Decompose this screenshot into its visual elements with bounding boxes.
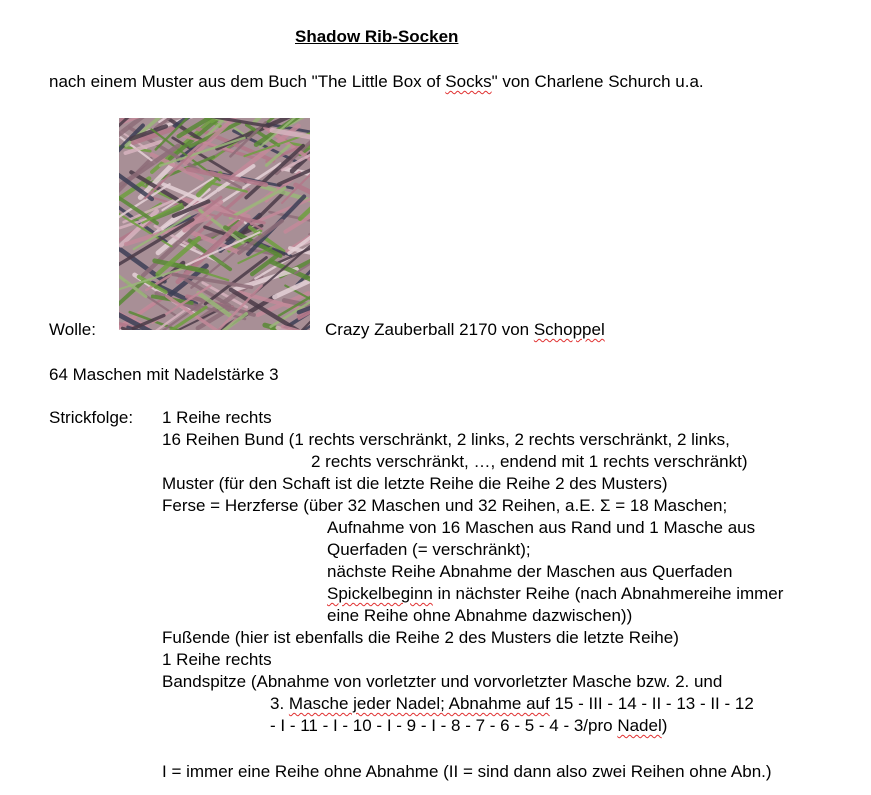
- step-4-cont-4: [327, 584, 783, 604]
- yarn-photo: [119, 118, 310, 330]
- wolle-value-text: Crazy Zauberball 2170 von: [325, 320, 534, 339]
- wolle-brand: Schoppel: [533, 320, 605, 339]
- intro-line: [49, 72, 704, 92]
- step-2-cont: 2 rechts verschränkt, …, endend mit 1 rechts verschränkt): [311, 452, 748, 471]
- step-7: Bandspitze (Abnahme von vorletzter und vorvorletzter Masche bzw. 2. und: [162, 672, 723, 691]
- strickfolge-label: Strickfolge:: [49, 408, 134, 427]
- footnote: I = immer eine Reihe ohne Abnahme (II = sind dann also zwei Reihen ohne Abn.): [162, 762, 772, 781]
- step-7-close: ): [661, 716, 668, 735]
- intro-text-2: Socks: [445, 72, 492, 91]
- step-3: Muster (für den Schaft ist die letzte Reihe die Reihe 2 des Musters): [162, 474, 668, 493]
- step-7-cont-2: [270, 716, 667, 736]
- step-2: 16 Reihen Bund (1 rechts verschränkt, 2 links, 2 rechts verschränkt, 2 links,: [162, 430, 730, 449]
- maschen-line: 64 Maschen mit Nadelstärke 3: [49, 365, 279, 384]
- wolle-label: Wolle:: [49, 320, 96, 339]
- step-7-sequence: 15 - III - 14 - II - 13 - II - 12: [549, 694, 754, 713]
- step-4-cont-1: Aufnahme von 16 Maschen aus Rand und 1 Masche aus: [327, 518, 756, 537]
- spickel-word: Spickelbeginn: [327, 584, 433, 603]
- step-4-cont-3: nächste Reihe Abnahme der Maschen aus Querfaden: [327, 562, 733, 581]
- step-4-cont-5: eine Reihe ohne Abnahme dazwischen)): [327, 606, 633, 625]
- intro-text-3: " von Charlene Schurch u.a.: [491, 72, 704, 91]
- step-4-cont-4-text: in nächster Reihe (nach Abnahmereihe immer: [432, 584, 784, 603]
- document-title: Shadow Rib-Socken: [295, 27, 459, 46]
- step-5: Fußende (hier ist ebenfalls die Reihe 2 des Musters die letzte Reihe): [162, 628, 679, 647]
- step-4-cont-2: Querfaden (= verschränkt);: [327, 540, 531, 559]
- step-7-cont-1: [270, 694, 754, 714]
- step-6: 1 Reihe rechts: [162, 650, 272, 669]
- intro-text-1: nach einem Muster aus dem Buch "The Little Box of: [49, 72, 446, 91]
- nadel-word: Nadel: [617, 716, 662, 735]
- step-7-prefix: 3.: [270, 694, 289, 713]
- step-1: 1 Reihe rechts: [162, 408, 272, 427]
- step-4: Ferse = Herzferse (über 32 Maschen und 32 Reihen, a.E. Σ = 18 Maschen;: [162, 496, 728, 515]
- wolle-value: [325, 320, 605, 340]
- step-7-sequence-2: - I - 11 - I - 10 - I - 9 - I - 8 - 7 - 6 - 5 - 4 - 3/pro: [270, 716, 618, 735]
- step-7-underlined: Masche jeder Nadel; Abnahme auf: [288, 694, 550, 713]
